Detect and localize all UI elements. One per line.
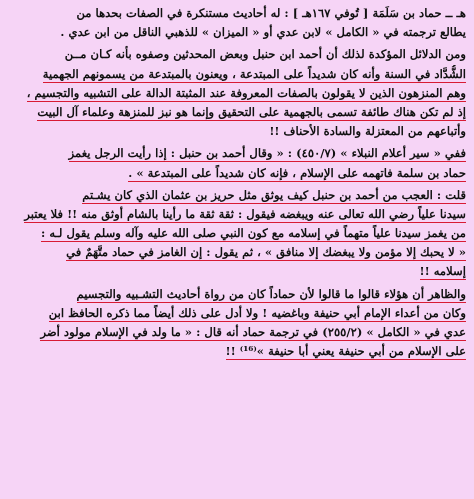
underlined-text: الشُّدَّاد في السنة وأنه كان شديداً على المبتدعة ، ويعنون بالمبتدعة من يسمونهم الجهمية <box>42 66 466 81</box>
text-line <box>8 164 466 183</box>
text-line <box>8 45 466 64</box>
text-line <box>8 144 466 163</box>
underlined-text: « لا يحبك إلا مؤمن ولا يبغضك إلا منافق » ، ثم يقول : إن الغامز في حماد متَّهَمٌ في <box>66 245 466 260</box>
text-line <box>8 342 466 361</box>
text-line <box>8 285 466 304</box>
text-line <box>8 186 466 205</box>
text-line <box>8 262 466 281</box>
line-text: هـ ــ حماد بن سَلَمَة [ تُوفي ١٦٧هـ ] : له أحاديث مستنكرة في الصفات بحدها من <box>76 6 466 20</box>
underlined-text: قلت : العجب من أحمد بن حنبل كيف يوثق مثل حريز بن عثمان الذي كان يشـتم <box>82 187 466 202</box>
underlined-text: إسلامه !! <box>419 264 466 279</box>
underlined-text: ففي « سير أعلام النبلاء » (٤٥٠/٧) : « وقال أحمد بن حنبل : إذا رأيت الرجل يغمز <box>68 146 466 161</box>
underlined-text: والظاهر أن هؤلاء قالوا ما قالوا لأن حماداً كان من رواة أحاديث التشـبيه والتجسيم <box>76 286 466 301</box>
text-line <box>8 103 466 122</box>
text-line <box>8 122 466 141</box>
line-text: يطالع ترجمته في « الكامل » لابن عدي أو « الميزان » للذهبي الناقل من ابن عدي . <box>60 25 466 40</box>
underlined-text: حماد بن سلمة فاتهمه على الإسلام ، فإنه كان شديداً على المبتدعة » . <box>128 165 466 180</box>
document-body <box>8 4 466 361</box>
underlined-text: وكان من أعداء الإمام أبي حنيفة وباغضيه ! ولا أدل على ذلك أيضاً مما ذكره الحافظ ابن <box>48 305 466 320</box>
text-line <box>8 205 466 224</box>
text-line <box>8 243 466 262</box>
underlined-text: إذ لم تكن هناك طائفة تسمى بالجهمية على التحقيق وإنما هو نبز للمنزهة وعلماء آل البيت <box>37 104 466 119</box>
text-line <box>8 304 466 323</box>
text-line <box>8 65 466 84</box>
underlined-text: من يغمز سيدنا علياً متهماً في إسلامه مع كون النبي صلى الله عليه وآله وسلم يقول لـه : <box>41 226 466 241</box>
underlined-text: سيدنا علياً رضي الله تعالى عنه ويبغضه فيقول : ثقة ثقة ما رأينا بالشام أوثق منه !! فلا يعتبر <box>24 206 466 221</box>
underlined-text: على الإسلام من أبي حنيفة يعني أبا حنيفة »⁽¹⁶⁾ !! <box>225 344 466 359</box>
text-line <box>8 23 466 42</box>
text-line <box>8 323 466 342</box>
line-text: وأتباعهم من المعتزلة والسادة الأحناف !! <box>269 124 466 139</box>
underlined-text: وهم المنزهون الذين لا يقولون بالصفات المعروفة عند المثبتة الدالة على التشبيه والتجسيم ، <box>26 85 466 100</box>
text-line <box>8 224 466 243</box>
underlined-text: عدي في « الكامل » (٢٥٥/٢) في ترجمة حماد أنه قال : « ما ولد في الإسلام مولود أضر <box>40 325 466 339</box>
line-text: ومن الدلائل المؤكدة لذلك أن أحمد ابن حنبل وبعض المحدثين وصفوه بأنه كـان مــن <box>64 47 466 62</box>
text-line <box>8 84 466 103</box>
text-line <box>8 4 466 23</box>
